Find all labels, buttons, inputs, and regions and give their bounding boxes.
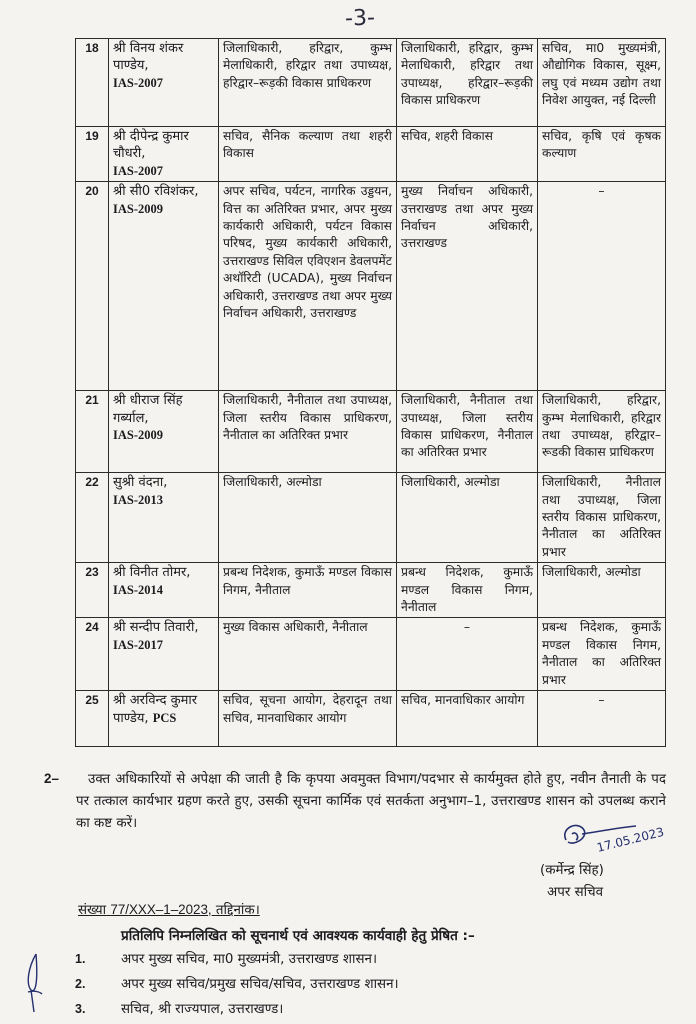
relieved-post: अपर सचिव, पर्यटन, नागरिक उड्डयन, वित्त का अतिरिक्त प्रभार, अपर मुख्य कार्यकारी अधिकारी, पर्यटन विकास परिषद, मुख्य कार्यकारी अधिकारी, उत्तराखण्ड सिविल एविएशन डेवलपमेंट अथॉरिटी (UCADA), मुख्य निर्वाचन अधिकारी, उत्तराखण्ड तथा अपर मुख्य निर्वाचन अधिकारी, उत्तराखण्ड	[219, 182, 397, 391]
table-row	[76, 391, 666, 473]
officer-name-cell	[109, 127, 219, 182]
serial-number: 23	[76, 563, 109, 618]
service-batch: IAS-2009	[113, 201, 164, 216]
relieved-post: जिलाधिकारी, हरिद्वार, कुम्भ मेलाधिकारी, हरिद्वार तथा उपाध्यक्ष, हरिद्वार–रूड़की विकास प्राधिकरण	[219, 39, 397, 127]
serial-number: 21	[76, 391, 109, 473]
new-post: सचिव, मा0 मुख्यमंत्री, औद्योगिक विकास, सूक्ष्म, लघु एवं मध्यम उद्योग तथा निवेश आयुक्त, नई दिल्ली	[538, 39, 666, 127]
table-row	[76, 127, 666, 182]
table-row	[76, 691, 666, 747]
relieved-charge: जिलाधिकारी, अल्मोडा	[397, 473, 538, 563]
copy-recipients-list	[75, 947, 399, 1022]
officer-name: श्री सन्दीप तिवारी,	[113, 620, 199, 636]
officer-name-cell	[109, 691, 219, 747]
officer-name: श्री सी0 रविशंकर,	[113, 184, 199, 200]
relieved-charge: सचिव, शहरी विकास	[397, 127, 538, 182]
officer-name-cell	[109, 618, 219, 691]
table-row	[76, 618, 666, 691]
relieved-charge: मुख्य निर्वाचन अधिकारी, उत्तराखण्ड तथा अपर मुख्य निर्वाचन अधिकारी, उत्तराखण्ड	[397, 182, 538, 391]
copy-intro: प्रतिलिपि निम्नलिखित को सूचनार्थ एवं आवश्यक कार्यवाही हेतु प्रेषित :–	[121, 928, 475, 944]
reference-number	[78, 900, 260, 918]
serial-number: 20	[76, 182, 109, 391]
officer-name: सुश्री वंदना,	[113, 475, 168, 491]
page-number: -3-	[344, 5, 376, 32]
service-batch: PCS	[152, 710, 177, 725]
table-row	[76, 39, 666, 127]
service-batch: IAS-2013	[113, 492, 164, 507]
list-number: 3.	[75, 1002, 86, 1016]
list-text: अपर मुख्य सचिव, मा0 मुख्यमंत्री, उत्तराखण्ड शासन।	[121, 952, 378, 967]
relieved-charge: सचिव, मानवाधिकार आयोग	[397, 691, 538, 747]
list-item	[75, 997, 399, 1022]
service-batch: IAS-2009	[113, 428, 164, 443]
transfer-table	[75, 38, 666, 747]
paragraph-number: 2–	[44, 771, 59, 786]
relieved-post: सचिव, सैनिक कल्याण तथा शहरी विकास	[219, 127, 397, 182]
serial-number: 18	[76, 39, 109, 127]
relieved-post: प्रबन्ध निदेशक, कुमाऊँ मण्डल विकास निगम, नैनीताल	[219, 563, 397, 618]
relieved-post: सचिव, सूचना आयोग, देहरादून तथा सचिव, मानवाधिकार आयोग	[219, 691, 397, 747]
list-item	[75, 947, 399, 972]
signature-icon	[556, 816, 676, 858]
reference-label: संख्या	[78, 903, 107, 918]
relieved-charge: जिलाधिकारी, हरिद्वार, कुम्भ मेलाधिकारी, हरिद्वार तथा उपाध्यक्ष, हरिद्वार–रूड़की विकास प्राधिकरण	[397, 39, 538, 127]
new-post: जिलाधिकारी, अल्मोडा	[538, 563, 666, 618]
officer-name-cell	[109, 563, 219, 618]
officer-name: श्री दीपेन्द्र कुमार चौधरी,	[113, 129, 189, 162]
new-post: –	[538, 691, 666, 747]
list-text: सचिव, श्री राज्यपाल, उत्तराखण्ड।	[121, 1002, 284, 1017]
service-batch: IAS-2007	[113, 75, 164, 90]
serial-number: 25	[76, 691, 109, 747]
service-batch: IAS-2017	[113, 637, 164, 652]
signatory-name: (कर्मेन्द्र सिंह)	[540, 863, 604, 878]
signatory-designation: अपर सचिव	[547, 885, 604, 900]
relieved-post: मुख्य विकास अधिकारी, नैनीताल	[219, 618, 397, 691]
officer-name: श्री अरविन्द कुमार पाण्डेय,	[113, 693, 198, 726]
list-number: 2.	[75, 977, 86, 991]
officer-name: श्री विनय शंकर पाण्डेय,	[113, 41, 184, 74]
officer-name: श्री धीराज सिंह गर्ब्याल,	[113, 393, 183, 426]
officer-name-cell	[109, 39, 219, 127]
relieved-post: जिलाधिकारी, नैनीताल तथा उपाध्यक्ष, जिला स्तरीय विकास प्राधिकरण, नैनीताल का अतिरिक्त प्रभार	[219, 391, 397, 473]
signature-date: 17.05.2023	[595, 824, 666, 855]
officer-name-cell	[109, 182, 219, 391]
new-post: प्रबन्ध निदेशक, कुमाऊँ मण्डल विकास निगम, नैनीताल का अतिरिक्त प्रभार	[538, 618, 666, 691]
serial-number: 22	[76, 473, 109, 563]
new-post: सचिव, कृषि एवं कृषक कल्याण	[538, 127, 666, 182]
table-row	[76, 473, 666, 563]
paragraph-text: उक्त अधिकारियों से अपेक्षा की जाती है कि कृपया अवमुक्त विभाग/पदभार से कार्यमुक्त होते हुए, नवीन तैनाती के पद पर तत्काल कार्यभार ग्रहण करते हुए, उसकी सूचना कार्मिक एवं सतर्कता अनुभाग–1, उत्तराखण्ड शासन को उपलब्ध कराने का कष्ट करें।	[76, 772, 666, 831]
relieved-post: जिलाधिकारी, अल्मोडा	[219, 473, 397, 563]
serial-number: 24	[76, 618, 109, 691]
service-batch: IAS-2014	[113, 582, 164, 597]
relieved-charge: प्रबन्ध निदेशक, कुमाऊँ मण्डल विकास निगम, नैनीताल	[397, 563, 538, 618]
initials-icon	[22, 950, 48, 1016]
officer-name: श्री विनीत तोमर,	[113, 565, 191, 581]
officer-name-cell	[109, 473, 219, 563]
serial-number: 19	[76, 127, 109, 182]
service-batch: IAS-2007	[113, 163, 164, 178]
new-post: जिलाधिकारी, हरिद्वार, कुम्भ मेलाधिकारी, हरिद्वार तथा उपाध्यक्ष, हरिद्वार–रूडकी विकास प्राधिकरण	[538, 391, 666, 473]
new-post: –	[538, 182, 666, 391]
reference-code: 77/XXX–1–2023,	[110, 902, 212, 917]
officer-name-cell	[109, 391, 219, 473]
table-row	[76, 563, 666, 618]
new-post: जिलाधिकारी, नैनीताल तथा उपाध्यक्ष, जिला स्तरीय विकास प्राधिकरण, नैनीताल का अतिरिक्त प्रभार	[538, 473, 666, 563]
table-row	[76, 182, 666, 391]
relieved-charge: जिलाधिकारी, नैनीताल तथा उपाध्यक्ष, जिला स्तरीय विकास प्राधिकरण, नैनीताल का अतिरिक्त प्रभार	[397, 391, 538, 473]
list-item	[75, 972, 399, 997]
relieved-charge: –	[397, 618, 538, 691]
list-text: अपर मुख्य सचिव/प्रमुख सचिव/सचिव, उत्तराखण्ड शासन।	[121, 977, 399, 992]
reference-suffix: तद्दिनांक।	[215, 903, 260, 918]
list-number: 1.	[75, 952, 86, 966]
